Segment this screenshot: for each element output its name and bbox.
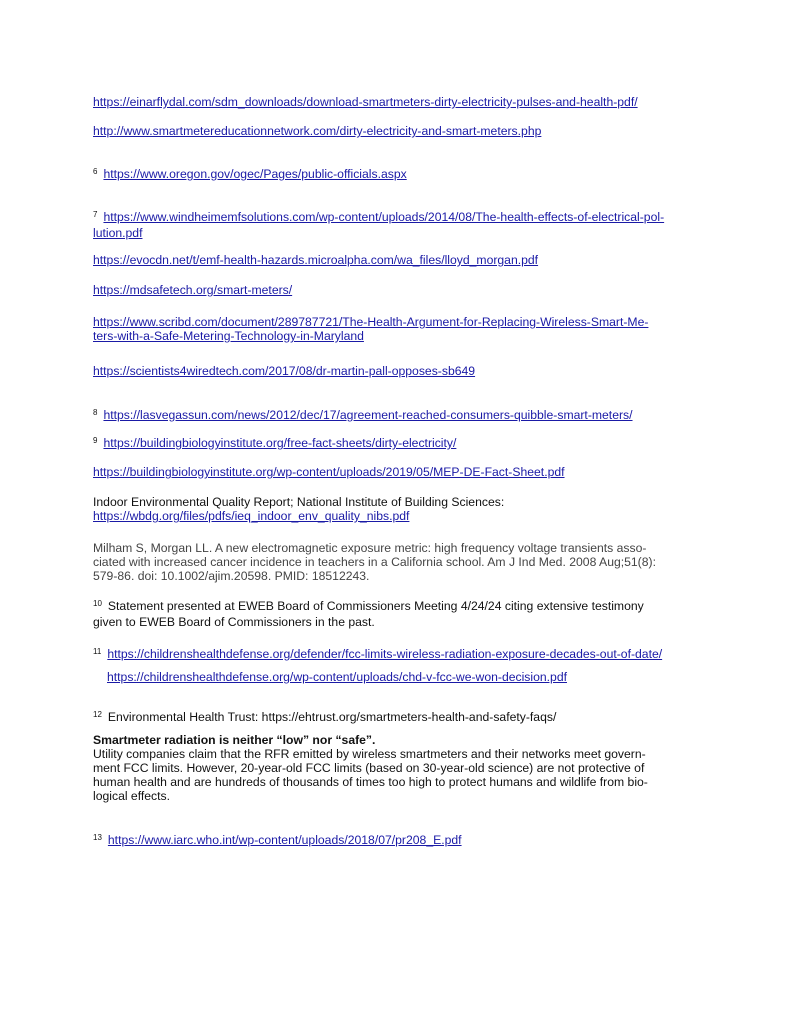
- smartmeter-section: [93, 733, 713, 803]
- footnote-text: given to EWEB Board of Commissioners in the past.: [93, 615, 375, 629]
- reference-line: [107, 670, 727, 684]
- reference-link[interactable]: https://lasvegassun.com/news/2012/dec/17/agreement-reached-consumers-quibble-smart-meters/: [103, 408, 633, 422]
- reference-link[interactable]: https://einarflydal.com/sdm_downloads/download-smartmeters-dirty-electricity-pulses-and-health-pdf/: [93, 95, 638, 109]
- paragraph-line: human health and are hundreds of thousands of times too high to protect humans and wildlife from bio-: [93, 775, 648, 789]
- reference-link[interactable]: https://www.windheimemfsolutions.com/wp-content/uploads/2014/08/The-health-effects-of-electrical-pol-: [103, 210, 665, 224]
- footnote-number: 8: [93, 408, 98, 417]
- reference-line: [93, 95, 713, 109]
- footnote-text: Statement presented at EWEB Board of Commissioners Meeting 4/24/24 citing extensive testimony: [107, 599, 644, 613]
- footnote-number: 11: [93, 647, 102, 656]
- reference-line: [93, 465, 713, 479]
- citation-line: 579-86. doi: 10.1002/ajim.20598. PMID: 18512243.: [93, 569, 370, 583]
- footnote-number: 7: [93, 210, 98, 219]
- footnote-12: [93, 710, 713, 726]
- footnote-number: 6: [93, 167, 98, 176]
- footnote-6: [93, 167, 713, 183]
- reference-line: [93, 364, 713, 378]
- footnote-number: 9: [93, 436, 98, 445]
- footnote-9: [93, 436, 713, 452]
- paragraph-line: ment FCC limits. However, 20-year-old FCC limits (based on 30-year-old science) are not protective of: [93, 761, 645, 775]
- footnote-13: [93, 833, 713, 849]
- reference-line: [93, 253, 713, 267]
- reference-line: [93, 283, 713, 297]
- reference-link[interactable]: https://childrenshealthdefense.org/wp-content/uploads/chd-v-fcc-we-won-decision.pdf: [107, 670, 567, 684]
- footnote-7: [93, 210, 713, 240]
- reference-link[interactable]: https://www.iarc.who.int/wp-content/uploads/2018/07/pr208_E.pdf: [107, 833, 462, 847]
- footnote-11: [93, 647, 713, 663]
- footnote-number: 13: [93, 833, 102, 842]
- paragraph-line: Utility companies claim that the RFR emitted by wireless smartmeters and their networks meet govern-: [93, 747, 646, 761]
- reference-link[interactable]: https://scientists4wiredtech.com/2017/08/dr-martin-pall-opposes-sb649: [93, 364, 476, 378]
- reference-line: [93, 124, 713, 138]
- footnote-8: [93, 408, 713, 424]
- paragraph-line: logical effects.: [93, 789, 171, 803]
- section-heading: Smartmeter radiation is neither “low” nor “safe”.: [93, 733, 376, 747]
- reference-link[interactable]: https://www.oregon.gov/ogec/Pages/public-officials.aspx: [103, 167, 407, 181]
- footnote-number: 12: [93, 710, 102, 719]
- reference-link-continued[interactable]: lution.pdf: [93, 226, 143, 240]
- milham-citation: [93, 541, 713, 583]
- reference-line: [93, 315, 713, 343]
- reference-text: Indoor Environmental Quality Report; National Institute of Building Sciences:: [93, 495, 505, 509]
- reference-link[interactable]: https://evocdn.net/t/emf-health-hazards.microalpha.com/wa_files/lloyd_morgan.pdf: [93, 253, 539, 267]
- footnote-text: Environmental Health Trust: https://ehtrust.org/smartmeters-health-and-safety-faqs/: [107, 710, 557, 724]
- reference-link[interactable]: https://www.scribd.com/document/289787721/The-Health-Argument-for-Replacing-Wireless-Smart-Me-: [93, 315, 649, 329]
- reference-link[interactable]: https://buildingbiologyinstitute.org/wp-content/uploads/2019/05/MEP-DE-Fact-Sheet.pdf: [93, 465, 565, 479]
- ieq-reference: [93, 495, 713, 523]
- citation-line: ciated with increased cancer incidence in teachers in a California school. Am J Ind Med. 2008 Aug;51(8):: [93, 555, 656, 569]
- reference-link-continued[interactable]: ters-with-a-Safe-Metering-Technology-in-Maryland: [93, 329, 364, 343]
- reference-link[interactable]: https://childrenshealthdefense.org/defender/fcc-limits-wireless-radiation-exposure-decades-out-of-date/: [107, 647, 663, 661]
- citation-line: Milham S, Morgan LL. A new electromagnetic exposure metric: high frequency voltage transients asso-: [93, 541, 647, 555]
- reference-link[interactable]: http://www.smartmetereducationnetwork.com/dirty-electricity-and-smart-meters.php: [93, 124, 542, 138]
- reference-link[interactable]: https://buildingbiologyinstitute.org/free-fact-sheets/dirty-electricity/: [103, 436, 457, 450]
- footnote-10: [93, 599, 713, 629]
- reference-link[interactable]: https://wbdg.org/files/pdfs/ieq_indoor_env_quality_nibs.pdf: [93, 509, 410, 523]
- footnote-number: 10: [93, 599, 102, 608]
- reference-link[interactable]: https://mdsafetech.org/smart-meters/: [93, 283, 293, 297]
